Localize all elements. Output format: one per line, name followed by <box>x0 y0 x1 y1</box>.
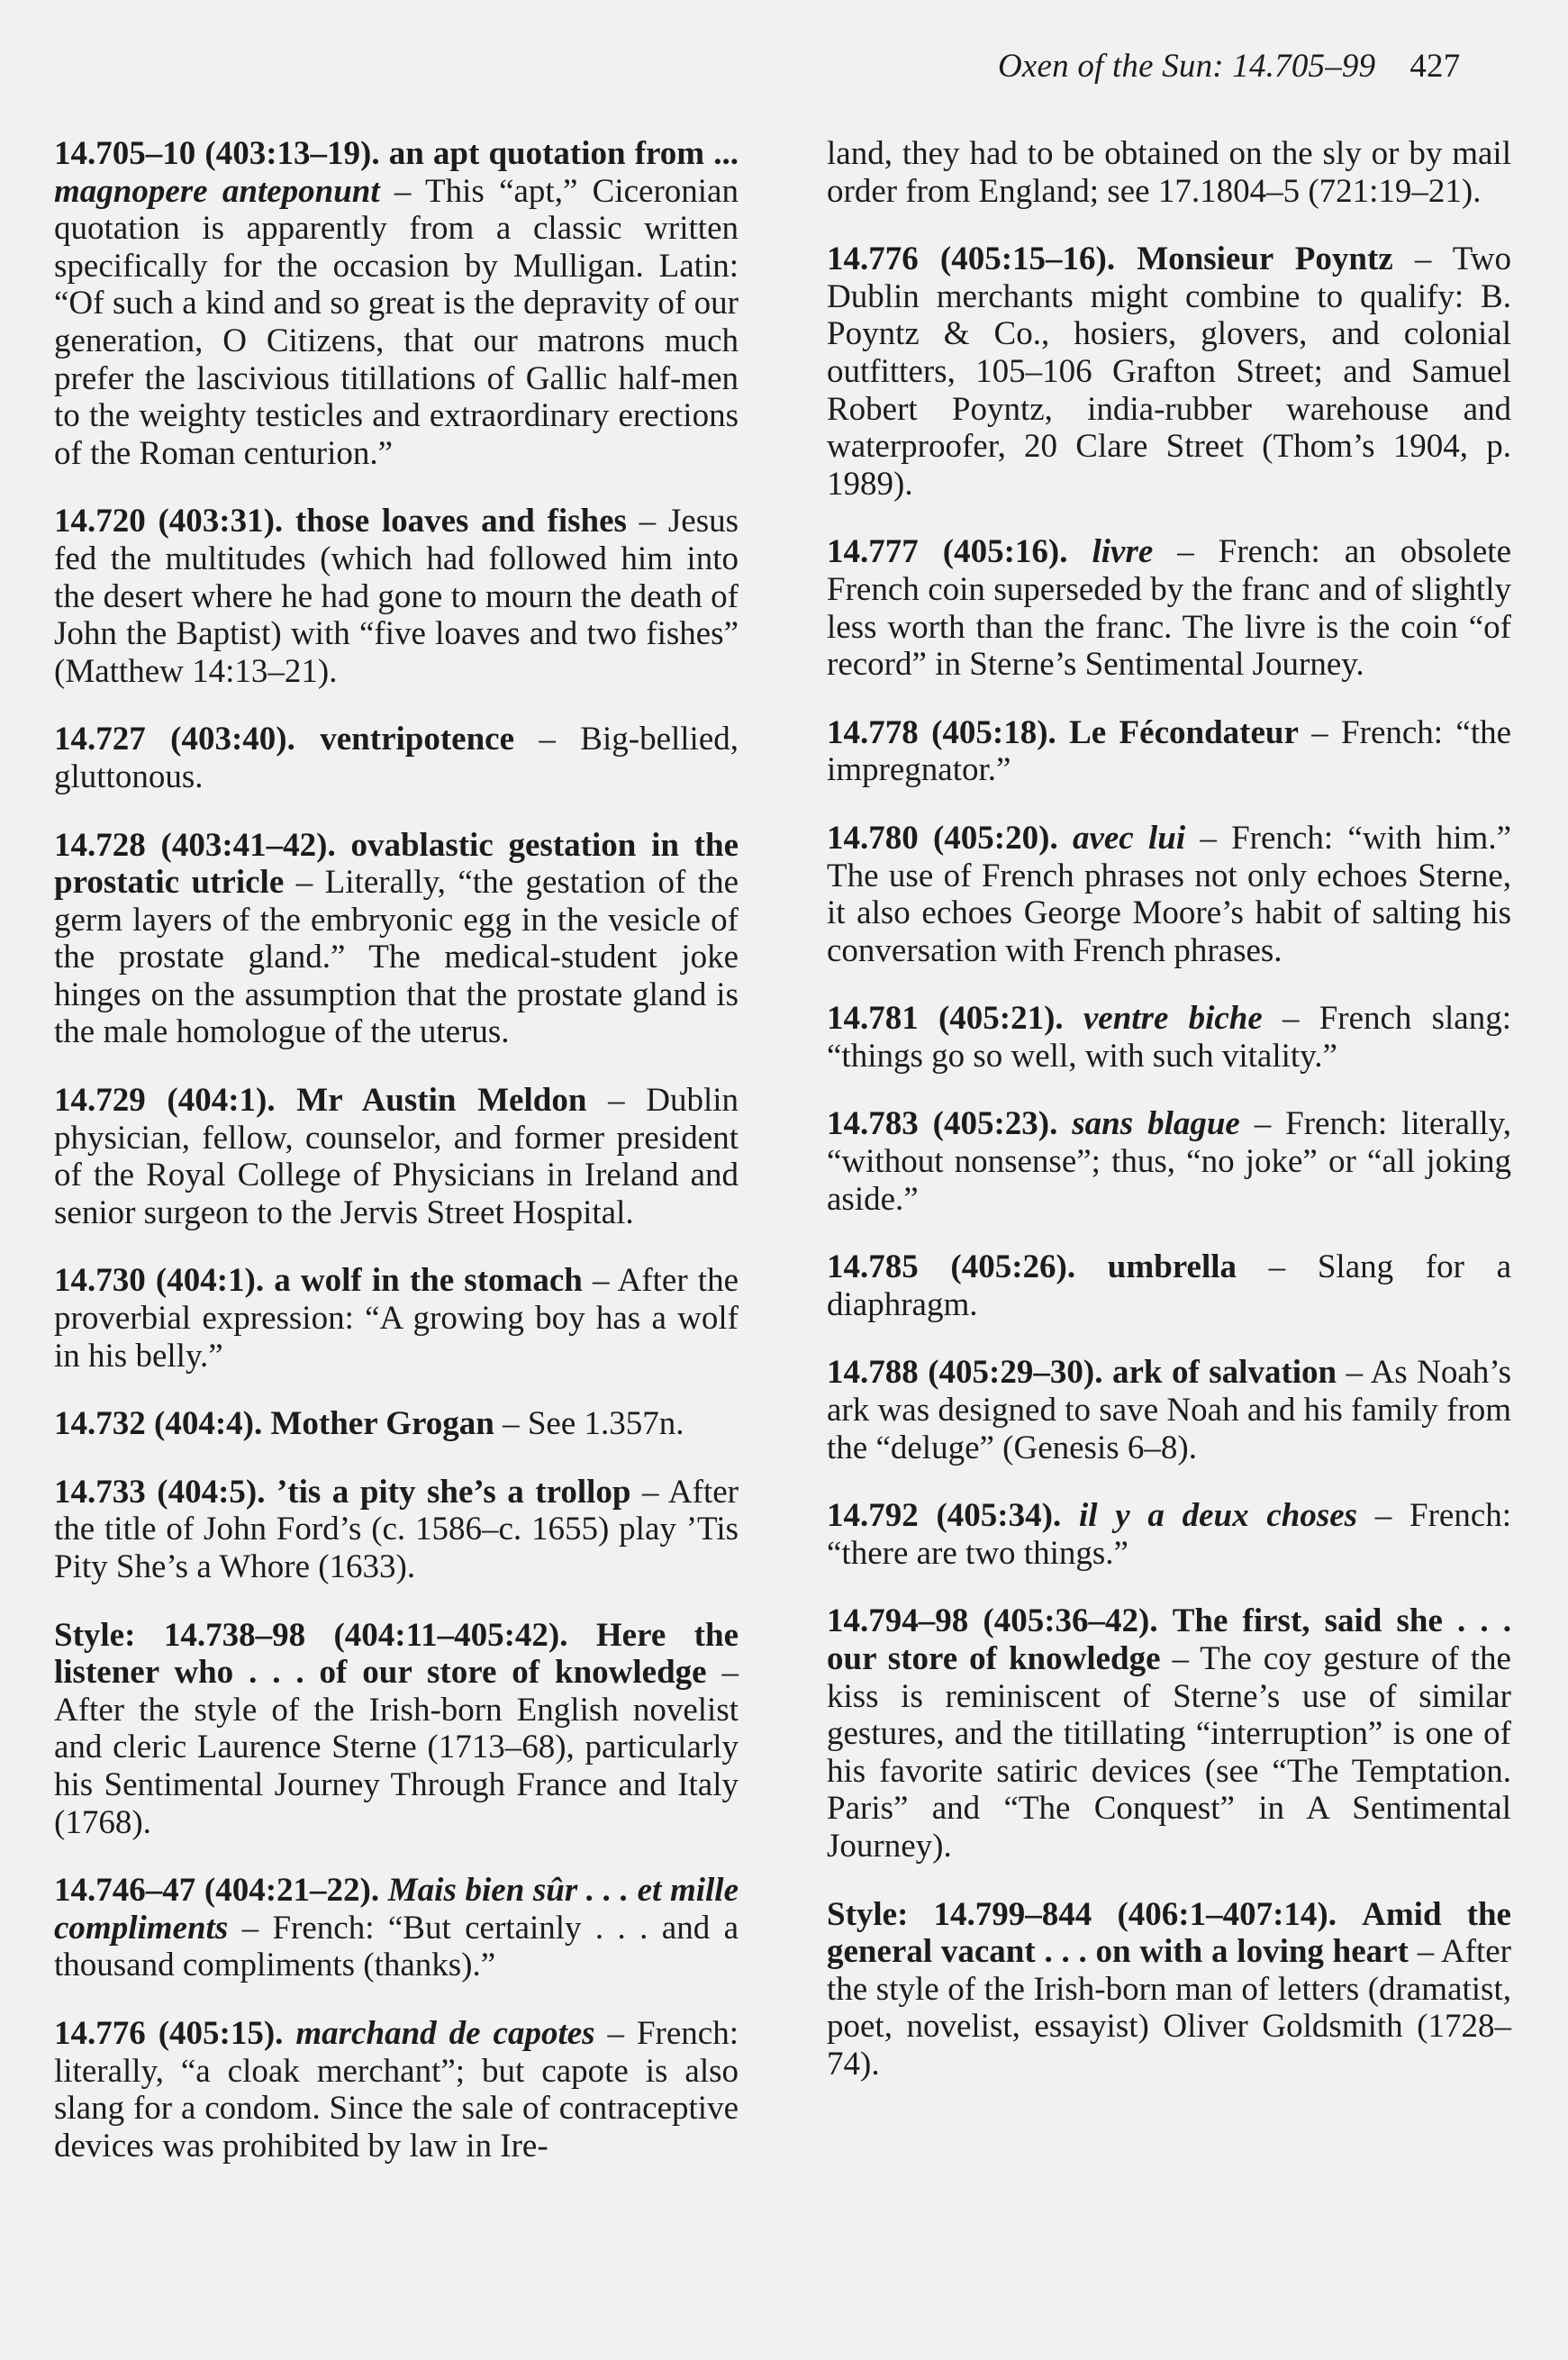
entry-headword-italic: avec lui <box>1072 819 1186 857</box>
entry-headword: Here the listener who . . . of our store of knowledge <box>54 1616 739 1692</box>
entry-gloss: – After the style of the Irish-born man of letters (dramatist, poet, novelist, essayist) Oliver Goldsmith (1728–74). <box>827 1933 1511 2083</box>
entry-reference: 14.785 (405:26). <box>827 1248 1076 1286</box>
entry-headword: a wolf in the stomach <box>274 1262 583 1300</box>
entry-gloss: – French: literally, “without nonsense”; thus, “no joke” or “all joking aside.” <box>827 1105 1511 1218</box>
entry-reference: 14.720 (403:31). <box>54 503 284 540</box>
entry-headword-italic: livre <box>1092 533 1154 571</box>
annotation-entry <box>827 1248 1511 1323</box>
annotation-entry <box>827 1000 1511 1075</box>
entry-headword-italic: sans blague <box>1072 1105 1240 1143</box>
entry-gloss: – Jesus fed the multitudes (which had followed him into the desert where he had gone to mourn the death of John the Baptist) with “five loaves and two fishes” (Matthew 14:13–21). <box>54 503 739 690</box>
annotation-entry <box>54 1617 739 1842</box>
annotation-entry <box>827 1497 1511 1572</box>
left-column <box>54 135 739 2195</box>
entry-reference: Style: 14.738–98 (404:11–405:42). <box>54 1616 568 1654</box>
entry-gloss: – As Noah’s ark was designed to save Noah and his family from the “deluge” (Genesis 6–8). <box>827 1354 1512 1466</box>
entry-reference: 14.776 (405:15). <box>54 2014 284 2052</box>
entry-headword: ’tis a pity she’s a trollop <box>276 1473 631 1511</box>
entry-gloss: – French: literally, “a cloak merchant”; but capote is also slang for a condom. Since the sale of contraceptive devices was prohibited by law in Ire- <box>54 2014 739 2165</box>
entry-gloss: – French: “with him.” The use of French phrases not only echoes Sterne, it also echoes George Moore’s habit of salting his conversation with French phrases. <box>827 819 1512 969</box>
entry-headword-italic: Mais bien sûr . . . et mille compliments <box>54 1872 739 1947</box>
entry-gloss: – French: “But certainly . . . and a thousand compliments (thanks).” <box>54 1909 739 1984</box>
entry-headword-italic: il y a deux choses <box>1078 1497 1358 1535</box>
entry-headword: an apt quotation from ... <box>388 135 739 172</box>
entry-gloss: – French: an obsolete French coin superseded by the franc and of slightly less worth than the franc. The livre is the coin “of record” in Sterne’s Sentimental Journey. <box>827 533 1512 684</box>
entry-headword: The first, said she . . . our store of knowledge <box>827 1602 1512 1677</box>
annotation-entry <box>827 1602 1511 1865</box>
entry-gloss: – Dublin physician, fellow, counselor, and former president of the Royal College of Physicians in Ireland and senior surgeon to the Jervis Street Hospital. <box>54 1082 739 1231</box>
entry-reference: 14.792 (405:34). <box>827 1497 1062 1535</box>
entry-headword: ventripotence <box>320 721 515 758</box>
entry-gloss: – Two Dublin merchants might combine to qualify: B. Poyntz & Co., hosiers, glovers, and colonial outfitters, 105–106 Grafton Street; and Samuel Robert Poyntz, india-rubber warehouse and waterproofer, 20 Clare Street (Thom’s 1904, p. 1989). <box>827 241 1512 503</box>
entry-reference: 14.705–10 (403:13–19). <box>54 135 380 172</box>
entry-gloss: – See 1.357n. <box>494 1405 684 1443</box>
entry-reference: 14.777 (405:16). <box>827 533 1068 571</box>
entry-headword-italic: marchand de capotes <box>295 2014 595 2052</box>
annotation-entry <box>827 1354 1511 1466</box>
annotation-entry <box>54 721 739 795</box>
entry-headword-italic: ventre biche <box>1083 1000 1263 1038</box>
entry-headword: Monsieur Poyntz <box>1137 241 1393 278</box>
annotation-entry <box>827 1105 1511 1218</box>
entry-gloss: – Big-bellied, gluttonous. <box>54 721 739 795</box>
entry-reference: 14.788 (405:29–30). <box>827 1354 1103 1392</box>
annotation-entry <box>54 1474 739 1586</box>
entry-headword-italic: magnopere anteponunt <box>54 172 380 210</box>
entry-gloss: – Literally, “the gestation of the germ layers of the embryonic egg in the vesicle of the prostate gland.” The medical-student joke hinges on the assumption that the prostate gland is the male homologue of the uterus. <box>54 864 739 1051</box>
entry-headword: ark of salvation <box>1111 1354 1337 1392</box>
annotation-entry <box>827 1896 1511 2083</box>
entry-gloss: – After the proverbial expression: “A growing boy has a wolf in his belly.” <box>54 1262 739 1375</box>
entry-headword: Mr Austin Meldon <box>296 1082 587 1120</box>
annotation-entry <box>54 503 739 690</box>
entry-reference: 14.746–47 (404:21–22). <box>54 1872 380 1910</box>
entry-reference: 14.728 (403:41–42). <box>54 826 336 864</box>
entry-reference: 14.729 (404:1). <box>54 1082 276 1120</box>
entry-reference: 14.778 (405:18). <box>827 713 1056 751</box>
annotation-entry <box>54 1872 739 1984</box>
entry-reference: 14.730 (404:1). <box>54 1262 265 1300</box>
entry-reference: 14.794–98 (405:36–42). <box>827 1602 1158 1640</box>
annotation-entry <box>54 1405 739 1443</box>
entry-reference: Style: 14.799–844 (406:1–407:14). <box>827 1895 1337 1933</box>
right-column <box>827 135 1511 2114</box>
entry-headword: those loaves and fishes <box>295 503 627 540</box>
annotation-entry <box>827 820 1511 969</box>
entry-gloss: – After the title of John Ford’s (c. 1586–c. 1655) play ’Tis Pity She’s a Whore (1633). <box>54 1473 739 1585</box>
annotation-entry <box>54 2015 739 2165</box>
annotation-entry <box>827 135 1511 210</box>
entry-reference: 14.776 (405:15–16). <box>827 241 1116 278</box>
entry-gloss: – French: “the impregnator.” <box>827 713 1512 789</box>
entry-headword: Le Fécondateur <box>1069 713 1299 751</box>
annotation-entry <box>54 135 739 472</box>
annotation-entry <box>827 714 1511 789</box>
entry-gloss: – French slang: “things go so well, with such vitality.” <box>827 1000 1512 1075</box>
entry-gloss: – French: “there are two things.” <box>827 1497 1512 1572</box>
annotation-entry <box>827 533 1511 683</box>
entry-gloss: land, they had to be obtained on the sly or by mail order from England; see 17.1804–5 (721:19–21). <box>827 135 1511 210</box>
entry-headword: Amid the general vacant . . . on with a loving heart <box>827 1895 1511 1971</box>
running-title: Oxen of the Sun: 14.705–99 <box>998 48 1376 85</box>
entry-gloss: – After the style of the Irish-born English novelist and cleric Laurence Sterne (1713–68), particularly his Sentimental Journey Through France and Italy (1768). <box>54 1654 739 1841</box>
entry-headword: umbrella <box>1107 1248 1237 1286</box>
annotation-entry <box>54 827 739 1052</box>
annotation-entry <box>827 241 1511 503</box>
page-number: 427 <box>1409 48 1461 85</box>
annotation-entry <box>54 1262 739 1375</box>
entry-headword: ovablastic gestation in the prostatic utricle <box>54 826 739 902</box>
entry-reference: 14.733 (404:5). <box>54 1473 266 1511</box>
entry-reference: 14.783 (405:23). <box>827 1105 1058 1143</box>
entry-reference: 14.781 (405:21). <box>827 1000 1064 1038</box>
entry-headword: Mother Grogan <box>270 1405 494 1443</box>
entry-reference: 14.780 (405:20). <box>827 819 1058 857</box>
annotation-entry <box>54 1082 739 1231</box>
running-head <box>998 47 1460 86</box>
entry-gloss: – Slang for a diaphragm. <box>827 1248 1511 1323</box>
entry-reference: 14.727 (403:40). <box>54 721 295 758</box>
entry-gloss: – This “apt,” Ciceronian quotation is apparently from a classic written specifically for the occasion by Mulligan. Latin: “Of such a kind and so great is the depravity of our generation, O Citizens, that our matrons much prefer the lascivious titillations of Gallic half-men to the weighty testicles and extraordinary erections of the Roman centurion.” <box>54 172 739 472</box>
entry-gloss: – The coy gesture of the kiss is reminiscent of Sterne’s use of similar gestures, and the titillating “interruption” is one of his favorite satiric devices (see “The Temptation. Paris” and “The Conquest” in A Sentimental Journey). <box>827 1640 1511 1865</box>
entry-reference: 14.732 (404:4). <box>54 1405 263 1443</box>
